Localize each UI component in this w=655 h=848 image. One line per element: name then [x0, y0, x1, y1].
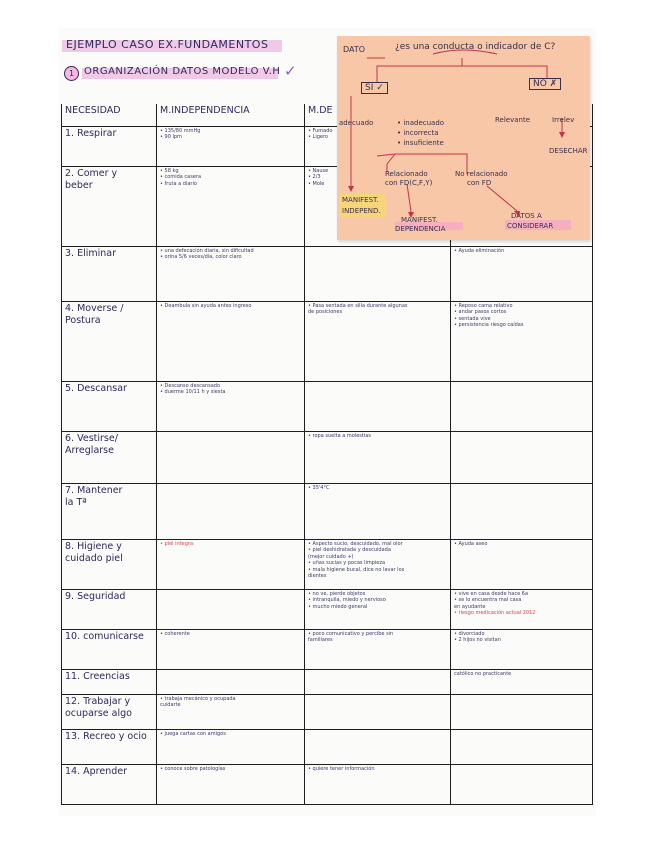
dep-cell [305, 247, 451, 302]
dep-note: • no ve, pierde objetos [308, 591, 366, 597]
need-label: ocuparse algo [65, 708, 132, 719]
yes-box: SI ✓ [361, 82, 388, 94]
indep-note: • piel integra [160, 541, 194, 547]
inadecuado-label: • inadecuado [397, 119, 445, 127]
dep-note: familiares [308, 637, 333, 644]
dep-note: • intranquila, miedo y nervioso [308, 597, 386, 604]
other-cell [451, 302, 593, 382]
need-label: 2. Comer y [65, 168, 118, 179]
indep-cell [157, 247, 305, 302]
need-cell [62, 540, 157, 590]
dep-cell [305, 590, 451, 630]
indep-note: • orina 5/6 veces/día, color claro [160, 254, 242, 261]
dep-note: • 2/3 [308, 174, 321, 181]
other-note: • andar pasos cortos [454, 309, 507, 316]
other-cell [451, 590, 593, 630]
col-header-independencia: M.INDEPENDENCIA [157, 104, 305, 127]
other-cell [451, 382, 593, 432]
need-cell [62, 590, 157, 630]
dep-note: • mala higiene bucal, dice no lavar los [308, 566, 405, 573]
need-cell [62, 382, 157, 432]
indep-note: • Descanso descansado [160, 383, 221, 389]
insuficiente-label: • insuficiente [397, 139, 444, 147]
other-cell [451, 670, 593, 695]
table-row [62, 630, 593, 670]
table-row [62, 302, 593, 382]
need-cell [62, 765, 157, 805]
need-cell [62, 127, 157, 167]
dep-cell [305, 484, 451, 540]
dep-cell [305, 765, 451, 805]
manif-indep-label-2: INDEPEND. [342, 207, 381, 215]
need-label: 5. Descansar [65, 383, 127, 394]
sticky-note [337, 36, 590, 240]
dep-cell [305, 730, 451, 765]
indep-note: • coherente [160, 631, 190, 637]
table-row [62, 540, 593, 590]
dep-cell [305, 630, 451, 670]
dep-note: dientes [308, 573, 327, 580]
dep-cell [305, 540, 451, 590]
table-row [62, 432, 593, 484]
dep-cell [305, 432, 451, 484]
need-cell [62, 730, 157, 765]
need-label: 7. Mantener [65, 485, 123, 496]
indep-cell [157, 765, 305, 805]
incorrecta-label: • incorrecta [397, 129, 439, 137]
need-label: 13. Recreo y ocio [65, 731, 147, 742]
relacionado-label: Relacionado [385, 170, 428, 178]
other-cell [451, 630, 593, 670]
need-cell [62, 695, 157, 730]
other-note: • divorciado [454, 631, 485, 637]
indep-note: • 58 kg [160, 168, 179, 174]
indep-note: cuidarte [160, 702, 181, 709]
page-title: EJEMPLO CASO EX.FUNDAMENTOS [66, 38, 269, 51]
other-cell [451, 695, 593, 730]
manif-indep-label-1: MANIFEST. [342, 196, 379, 204]
con-fd-label: con FD(C,F,Y) [385, 179, 433, 187]
desechar-label: DESECHAR [549, 147, 588, 155]
need-label: Arreglarse [65, 445, 114, 456]
dep-note: • Mole [308, 180, 325, 187]
dep-note: • piel deshidratada y descuidada [308, 547, 391, 554]
no-relacionado-label: No relacionado [455, 170, 508, 178]
dep-note: (mejor cuidado +) [308, 553, 354, 560]
datos-label-2: CONSIDERAR [507, 222, 554, 230]
dep-cell [305, 695, 451, 730]
dep-note: • ropa suelta a molestias [308, 433, 371, 439]
irrelevante-label: Irrelev [552, 116, 575, 124]
manif-dep-label-1: MANIFEST. [401, 216, 438, 224]
relevante-label: Relevante [495, 116, 531, 124]
other-cell [451, 540, 593, 590]
indep-note: • 135/80 mmHg [160, 128, 201, 134]
indep-cell [157, 540, 305, 590]
indep-cell [157, 167, 305, 247]
adecuado-label: adecuado [339, 119, 374, 127]
indep-cell [157, 730, 305, 765]
table-row [62, 730, 593, 765]
dep-note: • Nause [308, 168, 329, 174]
dep-note: • quiere tener información [308, 766, 375, 772]
other-note: • persistencia riesgo caídas [454, 322, 524, 329]
dep-note: • mucho miedo general [308, 603, 368, 610]
indep-note: • juega cartas con amigos [160, 731, 226, 737]
other-note: • Ayuda eliminación [454, 248, 505, 254]
dep-note: • Aspecto sucio, descuidado, mal olor [308, 541, 403, 547]
dep-cell [305, 302, 451, 382]
dep-note: • Fumado [308, 128, 333, 134]
need-label: 10. comunicarse [65, 631, 144, 642]
manif-dep-label-2: DEPENDENCIA [395, 225, 446, 233]
dep-note: • uñas sucias y pocas limpieza [308, 560, 386, 567]
indep-note: • 90 lpm [160, 134, 182, 141]
need-cell [62, 484, 157, 540]
table-row [62, 590, 593, 630]
need-cell [62, 432, 157, 484]
other-note: • 2 hijos no visitan [454, 637, 501, 644]
indep-cell [157, 670, 305, 695]
other-cell [451, 484, 593, 540]
indep-note: • duerme 10/11 h y siesta [160, 389, 226, 396]
table-row [62, 695, 593, 730]
indep-note: • comida casera [160, 174, 202, 181]
other-cell [451, 765, 593, 805]
indep-cell [157, 302, 305, 382]
need-label: 12. Trabajar y [65, 696, 131, 707]
dato-label: DATO [343, 45, 366, 54]
no-box: NO ✗ [529, 78, 561, 90]
other-note: • Ayuda aseo [454, 541, 488, 547]
other-note: • sentada vive [454, 315, 491, 322]
need-label: la Tª [65, 497, 87, 508]
checkmark-icon: ✓ [284, 62, 297, 80]
other-note: • se lo encuentra mal casa [454, 597, 522, 604]
need-label: cuidado piel [65, 553, 123, 564]
dep-note: • 35'4°C [308, 485, 330, 491]
indep-cell [157, 382, 305, 432]
other-note: • Reposo cama relativo [454, 303, 513, 309]
need-label: 14. Aprender [65, 766, 128, 777]
other-note: • vive en casa desde hace 6a [454, 591, 529, 597]
other-note: en ayudante [454, 603, 486, 610]
indep-cell [157, 432, 305, 484]
indep-note: • una defecación diaria, sin dificultad [160, 248, 254, 254]
table-row [62, 484, 593, 540]
indep-note: • conoce sobre patologías [160, 766, 226, 772]
need-cell [62, 302, 157, 382]
need-cell [62, 247, 157, 302]
other-cell [451, 432, 593, 484]
dep-note: de posiciones [308, 309, 343, 316]
dep-note: • Pasa sentada en silla durante algunas [308, 303, 408, 309]
other-note: • riesgo medicación actual 2012 [454, 610, 536, 617]
need-label: 11. Creencias [65, 671, 130, 682]
col-header-necesidad: NECESIDAD [62, 104, 157, 127]
table-row [62, 247, 593, 302]
need-label: 6. Vestirse/ [65, 433, 118, 444]
table-row [62, 382, 593, 432]
other-cell [451, 247, 593, 302]
indep-cell [157, 127, 305, 167]
indep-cell [157, 590, 305, 630]
section-title: ORGANIZACIÓN DATOS MODELO V.H [84, 66, 281, 77]
con-fd2-label: con FD [467, 179, 492, 187]
need-label: Postura [65, 315, 101, 326]
table-row [62, 670, 593, 695]
indep-note: • trabaja mecánico y ocupada [160, 696, 236, 702]
section-number: 1 [64, 66, 79, 81]
dep-note: • Ligero [308, 134, 328, 141]
dep-note: • poco comunicativo y percibe sin [308, 631, 394, 637]
indep-cell [157, 630, 305, 670]
need-label: 8. Higiene y [65, 541, 122, 552]
table-row [62, 765, 593, 805]
datos-label-1: DATOS A [511, 212, 542, 220]
need-label: 1. Respirar [65, 128, 117, 139]
need-label: 4. Moverse / [65, 303, 124, 314]
indep-cell [157, 695, 305, 730]
col-header-dependencia: M.DE [305, 104, 451, 127]
need-cell [62, 167, 157, 247]
indep-note: • Deambula sin ayuda antes ingreso [160, 303, 252, 309]
need-cell [62, 670, 157, 695]
other-cell [451, 730, 593, 765]
indep-cell [157, 484, 305, 540]
need-label: beber [65, 180, 93, 191]
need-label: 9. Seguridad [65, 591, 126, 602]
question-label: ¿es una conducta o indicador de C? [395, 42, 556, 52]
indep-note: • fruta a diario [160, 180, 197, 187]
dep-cell [305, 670, 451, 695]
dep-cell [305, 382, 451, 432]
need-cell [62, 630, 157, 670]
other-note: católico no practicante [454, 671, 512, 677]
need-label: 3. Eliminar [65, 248, 117, 259]
